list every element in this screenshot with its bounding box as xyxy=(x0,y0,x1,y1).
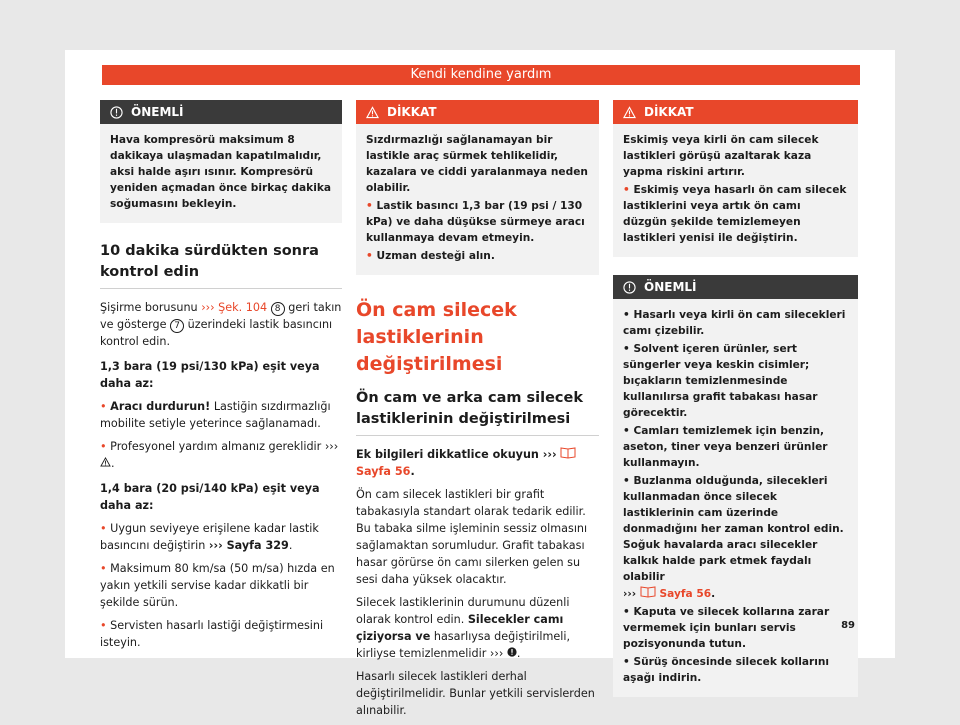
notice-text: Hava kompresörü maksimum 8 dakikaya ulaşmadan kapatılmalıdır, aksi halde aşırı ısınır. Kompresörü yeniden açmadan önce birkaç dakika soğumasını bekleyin. xyxy=(110,134,332,210)
bullet-icon: • xyxy=(100,562,111,575)
paragraph: Silecek lastiklerinin durumunu düzenli olarak kontrol edin. Silecekler camı çiziyorsa ve hasarlıysa değiştirilmeli, kirliyse temizlenmelidir ››› . xyxy=(356,596,571,660)
notice-body xyxy=(613,299,858,697)
warning-title: DİKKAT xyxy=(387,105,437,119)
notice-circle-icon[interactable] xyxy=(507,647,517,657)
list-item: • Lastik basıncı 1,3 bar (19 psi / 130 kPa) ve daha düşükse sürmeye aracı kullanmaya devam etmeyin. xyxy=(366,200,585,244)
warning-header xyxy=(356,100,599,124)
subsection-title: 1,3 bara (19 psi/130 kPa) eşit veya daha az: xyxy=(100,360,320,390)
list-item: • Profesyonel yardım almanız gereklidir ››› . xyxy=(100,440,339,470)
notice-box xyxy=(613,275,858,697)
list-item: • Aracı durdurun! Lastiğin sızdırmazlığı mobilite setiyle yeterince sağlanamadı. xyxy=(100,400,331,430)
list-item: • Solvent içeren ürünler, sert süngerler veya keskin cisimler; bıçakların temizlenmesinde kullanılırsa grafit tabakası hasar görecektir. xyxy=(623,343,818,419)
sub-heading: Ön cam ve arka cam silecek lastiklerinin değiştirilmesi xyxy=(356,388,599,436)
info-circle-icon xyxy=(623,281,636,294)
notice-title: ÖNEMLİ xyxy=(644,280,697,294)
callout-number: 7 xyxy=(170,319,184,333)
bullet-icon: • xyxy=(366,200,377,212)
warning-triangle-icon xyxy=(366,106,379,119)
list-item: • Servisten hasarlı lastiği değiştirmesini isteyin. xyxy=(100,619,324,649)
list-item: • Eskimiş veya hasarlı ön cam silecek lastiklerini veya artık ön camı düzgün şekilde temizlemeyen lastikleri yenisi ile değiştirin. xyxy=(623,184,847,244)
list-item: • Hasarlı veya kirli ön cam silecekleri camı çizebilir. xyxy=(623,309,846,337)
section-body xyxy=(356,446,599,719)
figure-link[interactable]: ››› Şek. 104 xyxy=(201,301,268,314)
bullet-icon: • xyxy=(100,619,111,632)
page-link[interactable]: ››› Sayfa 329 xyxy=(208,539,289,552)
warning-triangle-icon[interactable] xyxy=(100,457,111,467)
bullet-icon: • xyxy=(100,522,111,535)
chapter-header: Kendi kendine yardım xyxy=(102,65,860,85)
notice-header xyxy=(100,100,342,124)
warning-box xyxy=(613,100,858,257)
list-item: • Camları temizlemek için benzin, aseton, tiner veya benzeri ürünler kullanmayın. xyxy=(623,425,828,469)
notice-title: ÖNEMLİ xyxy=(131,105,184,119)
bullet-icon: • xyxy=(623,184,634,196)
list-item: • Sürüş öncesinde silecek kollarını aşağı indirin. xyxy=(623,656,830,684)
paragraph: Hasarlı silecek lastikleri derhal değiştirilmelidir. Bunlar yetkili servislerden alınabilir. xyxy=(356,670,595,717)
page-link[interactable]: Sayfa 56 xyxy=(356,465,411,478)
section-title: Ön cam silecek lastiklerinin değiştirilmesi xyxy=(356,299,517,375)
list-item: • Buzlanma olduğunda, silecekleri kullanmadan önce silecek lastiklerinin cam üzerinde donmadığını her zaman kontrol edin. Soğuk havalarda aracı silecekler kalkık halde park etmek faydalı olabilir ››› Sayfa 56. xyxy=(623,475,844,600)
section-heading: 10 dakika sürdükten sonra kontrol edin xyxy=(100,241,342,289)
section-body xyxy=(100,299,342,651)
page-number: 89 xyxy=(841,620,855,631)
reference-line: Ek bilgileri dikkatlice okuyun ››› Sayfa 56. xyxy=(356,446,599,480)
warning-title: DİKKAT xyxy=(644,105,694,119)
book-icon xyxy=(560,446,576,458)
list-item: • Uzman desteği alın. xyxy=(366,250,495,262)
bullet-icon: • xyxy=(366,250,377,262)
notice-box xyxy=(100,100,342,223)
bullet-icon: • xyxy=(100,400,111,413)
warning-triangle-icon xyxy=(623,106,636,119)
column-right xyxy=(613,100,858,715)
callout-number: 8 xyxy=(271,302,285,316)
notice-body xyxy=(100,124,342,223)
subsection-title: 1,4 bara (20 psi/140 kPa) eşit veya daha az: xyxy=(100,482,320,512)
warning-body xyxy=(613,124,858,257)
list-item: • Kaputa ve silecek kollarına zarar vermemek için bunları servis pozisyonunda tutun. xyxy=(623,606,830,650)
paragraph: Şişirme borusunu ››› Şek. 104 8 geri takın ve gösterge 7 üzerindeki lastik basıncını kontrol edin. xyxy=(100,301,342,348)
info-circle-icon xyxy=(110,106,123,119)
bullet-icon: • xyxy=(100,440,111,453)
warning-body xyxy=(356,124,599,275)
list-item: • Maksimum 80 km/sa (50 m/sa) hızda en yakın yetkili servise kadar dikkatli bir şekilde sürün. xyxy=(100,562,335,609)
warning-header xyxy=(613,100,858,124)
book-icon xyxy=(640,585,656,597)
column-middle xyxy=(356,100,599,725)
notice-header xyxy=(613,275,858,299)
warning-text: Eskimiş veya kirli ön cam silecek lastikleri görüşü azaltarak kaza yapma riskini artırır. xyxy=(623,134,819,178)
column-left xyxy=(100,100,342,657)
warning-text: Sızdırmazlığı sağlanamayan bir lastikle araç sürmek tehlikelidir, kazalara ve ciddi yaralanmaya neden olabilir. xyxy=(366,134,588,194)
paragraph: Ön cam silecek lastikleri bir grafit tabakasıyla standart olarak tedarik edilir. Bu tabaka silme işleminin sessiz olmasını sağlamaktan sorumludur. Grafit tabakası hasar görürse ön camı silerken gelen su sesi daha yüksek olacaktır. xyxy=(356,488,588,586)
manual-page xyxy=(65,50,895,717)
list-item: • Uygun seviyeye erişilene kadar lastik basıncını değiştirin ››› Sayfa 329. xyxy=(100,522,319,552)
page-link[interactable]: Sayfa 56 xyxy=(659,588,712,600)
warning-box xyxy=(356,100,599,275)
